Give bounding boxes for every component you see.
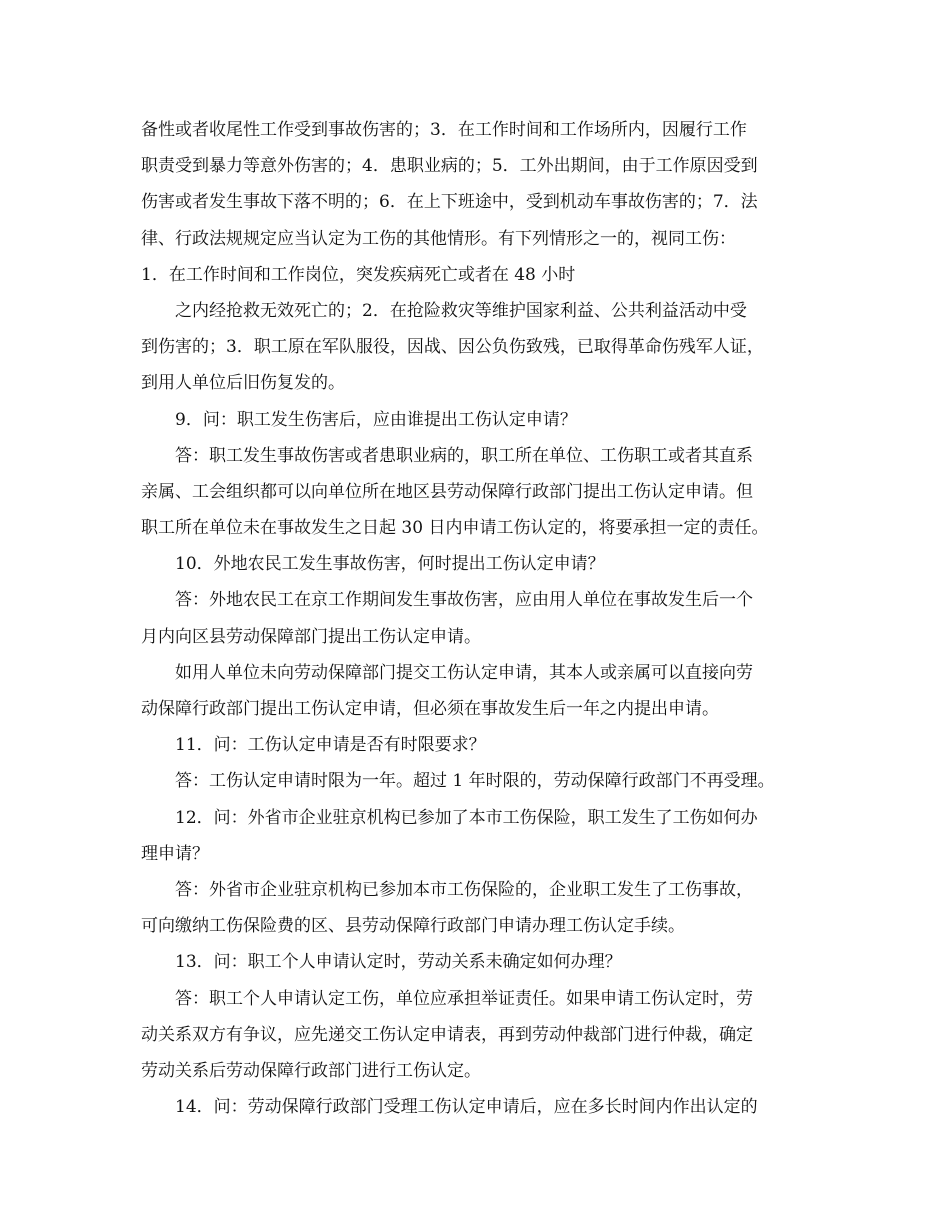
text-line: 亲属、工会组织都可以向单位所在地区县劳动保障行政部门提出工伤认定申请。但	[141, 481, 753, 502]
text-line: 13．问：职工个人申请认定时，劳动关系未确定如何办理？	[175, 952, 622, 973]
text-line: 9．问：职工发生伤害后，应由谁提出工伤认定申请？	[175, 409, 577, 430]
text-line: 职责受到暴力等意外伤害的；4．患职业病的；5．工外出期间，由于工作原因受到	[141, 156, 758, 177]
text-line: 答：职工个人申请认定工伤，单位应承担举证责任。如果申请工伤认定时，劳	[175, 988, 753, 1009]
text-line: 14．问：劳动保障行政部门受理工伤认定申请后，应在多长时间内作出认定的	[175, 1097, 758, 1118]
text-line: 伤害或者发生事故下落不明的；6．在上下班途中，受到机动车事故伤害的；7．法	[141, 192, 758, 213]
text-line: 答：外地农民工在京工作期间发生事故伤害，应由用人单位在事故发生后一个	[175, 590, 753, 611]
text-line: 1．在工作时间和工作岗位，突发疾病死亡或者在 48 小时	[141, 264, 576, 285]
text-line: 答：外省市企业驻京机构已参加本市工伤保险的，企业职工发生了工伤事故，	[175, 879, 753, 900]
text-line: 到用人单位后旧伤复发的。	[141, 373, 345, 394]
text-line: 律、行政法规规定应当认定为工伤的其他情形。有下列情形之一的，视同工伤：	[141, 228, 736, 249]
text-line: 动关系双方有争议，应先递交工伤认定申请表，再到劳动仲裁部门进行仲裁，确定	[141, 1024, 753, 1045]
text-line: 动保障行政部门提出工伤认定申请，但必须在事故发生后一年之内提出申请。	[141, 699, 719, 719]
text-line: 到伤害的；3．职工原在军队服役，因战、因公负伤致残，已取得革命伤残军人证，	[141, 337, 764, 358]
text-line: 12．问：外省市企业驻京机构已参加了本市工伤保险，职工发生了工伤如何办	[175, 807, 758, 828]
text-line: 理申请？	[141, 843, 209, 864]
text-line: 备性或者收尾性工作受到事故伤害的；3．在工作时间和工作场所内，因履行工作	[141, 120, 747, 140]
text-line: 可向缴纳工伤保险费的区、县劳动保障行政部门申请办理工伤认定手续。	[141, 916, 685, 937]
text-line: 11．问：工伤认定申请是否有时限要求？	[175, 735, 486, 756]
text-line: 10．外地农民工发生事故伤害，何时提出工伤认定申请？	[175, 554, 605, 575]
document-body	[141, 112, 813, 1125]
text-line: 职工所在单位未在事故发生之日起 30 日内申请工伤认定的，将要承担一定的责任。	[141, 518, 769, 539]
text-line: 答：工伤认定申请时限为一年。超过 1 年时限的，劳动保障行政部门不再受理。	[175, 771, 775, 792]
text-line: 答：职工发生事故伤害或者患职业病的，职工所在单位、工伤职工或者其直系	[175, 445, 753, 466]
text-line: 如用人单位未向劳动保障部门提交工伤认定申请，其本人或亲属可以直接向劳	[175, 662, 753, 683]
text-line: 月内向区县劳动保障部门提出工伤认定申请。	[141, 626, 481, 647]
text-line: 之内经抢救无效死亡的；2．在抢险救灾等维护国家利益、公共利益活动中受	[175, 300, 747, 321]
text-line: 劳动关系后劳动保障行政部门进行工伤认定。	[141, 1060, 481, 1081]
